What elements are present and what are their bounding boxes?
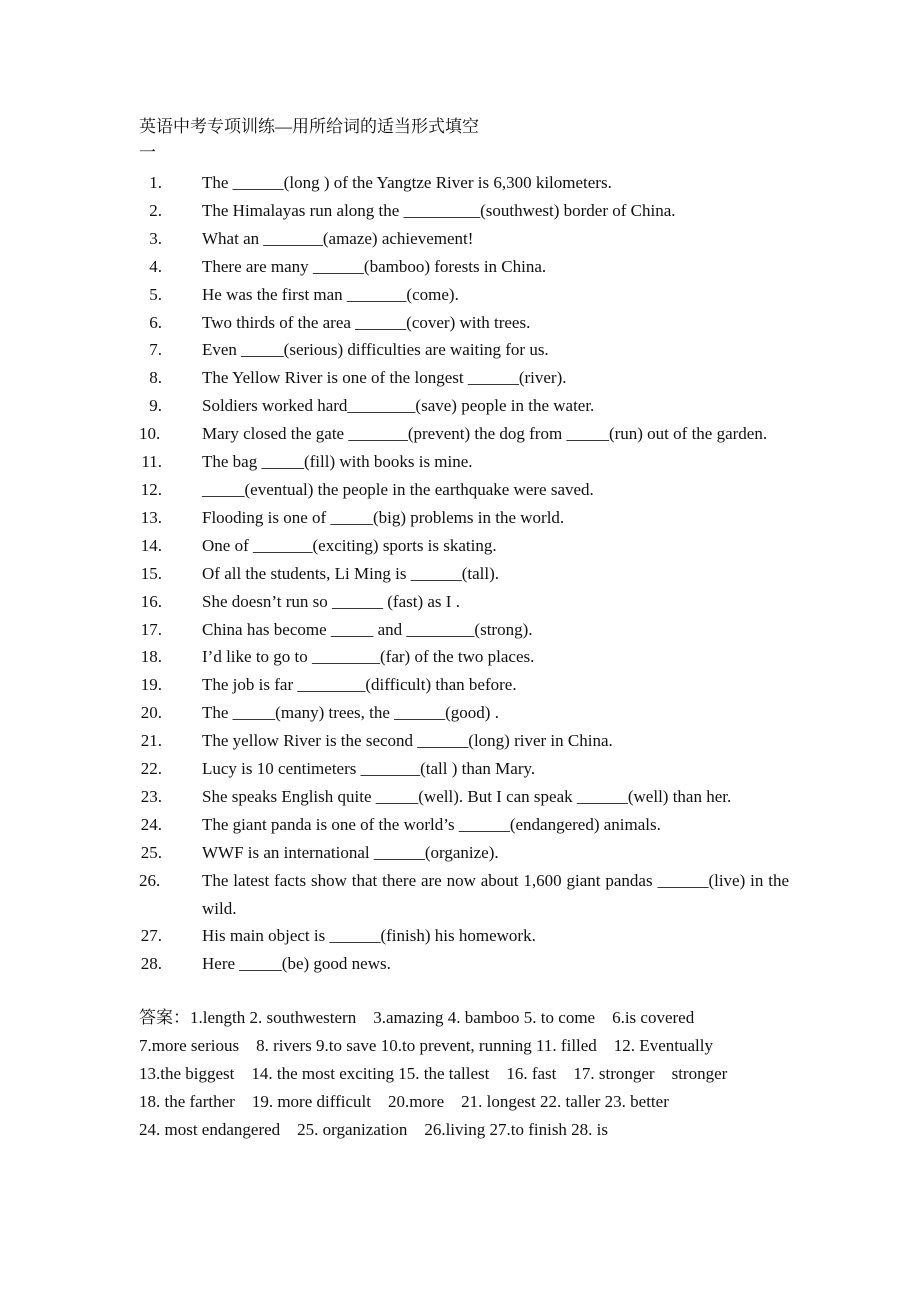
question-text: Even _____(serious) difficulties are waiting for us. (202, 340, 549, 360)
answer-line: 答案：1.length 2. southwestern 3.amazing 4. bamboo 5. to come 6.is covered (139, 1008, 695, 1027)
question-text: Flooding is one of _____(big) problems in the world. (202, 507, 565, 527)
question-text: The yellow River is the second ______(long) river in China. (202, 731, 613, 751)
question-text: China has become _____ and ________(strong). (202, 619, 533, 639)
question-text: She doesn’t run so ______ (fast) as I . (202, 591, 460, 611)
question-item (139, 699, 789, 727)
question-number: 7. (149, 340, 162, 360)
question-number: 2. (149, 200, 162, 220)
question-text: _____(eventual) the people in the earthquake were saved. (202, 479, 594, 499)
question-item (139, 811, 789, 839)
question-text: The ______(long ) of the Yangtze River is 6,300 kilometers. (202, 173, 612, 192)
question-item (139, 336, 789, 364)
question-number: 19. (140, 675, 162, 695)
question-item (139, 867, 789, 923)
question-item (139, 588, 789, 616)
question-text: I’d like to go to ________(far) of the two places. (202, 647, 535, 667)
question-item (139, 839, 789, 867)
document-title: 英语中考专项训练—用所给词的适当形式填空 (139, 117, 479, 136)
answer-line: 7.more serious 8. rivers 9.to save 10.to prevent, running 11. filled 12. Eventually (139, 1035, 713, 1055)
question-number: 28. (140, 954, 162, 974)
question-number: 11. (141, 452, 162, 472)
question-item (139, 504, 789, 532)
question-number: 10. (139, 424, 161, 444)
question-number: 22. (140, 759, 162, 779)
question-item (139, 392, 789, 420)
question-text: Mary closed the gate _______(prevent) the dog from _____(run) out of the garden. (202, 424, 768, 444)
question-text: Here _____(be) good news. (202, 954, 391, 974)
question-text: Of all the students, Li Ming is ______(tall). (202, 563, 499, 583)
question-number: 3. (149, 228, 162, 248)
section-number: 一 (139, 143, 156, 162)
question-text: The latest facts show that there are now about 1,600 giant pandas ______(live) in the wild. (202, 870, 789, 918)
question-list (139, 169, 789, 978)
question-text: There are many ______(bamboo) forests in China. (202, 256, 547, 276)
question-number: 24. (140, 814, 162, 834)
question-item (139, 225, 789, 253)
answer-line: 13.the biggest 14. the most exciting 15. the tallest 16. fast 17. stronger stronger (139, 1063, 728, 1083)
question-text: His main object is ______(finish) his homework. (202, 926, 536, 946)
question-item (139, 364, 789, 392)
question-item (139, 643, 789, 671)
question-item (139, 560, 789, 588)
question-number: 8. (149, 368, 162, 388)
answer-line: 24. most endangered 25. organization 26.living 27.to finish 28. is (139, 1119, 609, 1139)
question-number: 20. (140, 703, 162, 723)
question-number: 23. (140, 786, 162, 806)
question-item (139, 783, 789, 811)
question-item (139, 755, 789, 783)
question-number: 17. (140, 619, 162, 639)
question-number: 1. (149, 173, 162, 192)
question-number: 16. (140, 591, 162, 611)
question-item (139, 197, 789, 225)
question-item (139, 253, 789, 281)
question-number: 26. (139, 870, 161, 890)
question-number: 5. (149, 284, 162, 304)
answer-line: 18. the farther 19. more difficult 20.more 21. longest 22. taller 23. better (139, 1091, 669, 1111)
question-text: Soldiers worked hard________(save) people in the water. (202, 396, 595, 416)
question-item (139, 169, 789, 197)
answer-key (139, 1004, 727, 1144)
question-text: She speaks English quite _____(well). But I can speak ______(well) than her. (202, 786, 732, 806)
question-item (139, 476, 789, 504)
question-text: Lucy is 10 centimeters _______(tall ) than Mary. (202, 759, 536, 779)
question-item (139, 281, 789, 309)
question-text: WWF is an international ______(organize). (202, 842, 499, 862)
question-number: 25. (140, 842, 162, 862)
question-number: 15. (140, 563, 162, 583)
question-text: The job is far ________(difficult) than before. (202, 675, 517, 695)
question-text: The Himalayas run along the _________(southwest) border of China. (202, 200, 676, 220)
question-number: 14. (140, 535, 162, 555)
question-number: 21. (140, 731, 162, 751)
question-text: The bag _____(fill) with books is mine. (202, 452, 473, 472)
question-text: The Yellow River is one of the longest ______(river). (202, 368, 567, 388)
question-item (139, 448, 789, 476)
question-text: He was the first man _______(come). (202, 284, 459, 304)
question-item (139, 727, 789, 755)
question-number: 18. (140, 647, 162, 667)
question-item (139, 309, 789, 337)
question-item (139, 922, 789, 950)
question-text: Two thirds of the area ______(cover) with trees. (202, 312, 531, 332)
question-number: 9. (149, 396, 162, 416)
question-number: 27. (140, 926, 162, 946)
question-number: 13. (140, 507, 162, 527)
question-text: One of _______(exciting) sports is skating. (202, 535, 497, 555)
question-item (139, 671, 789, 699)
question-number: 6. (149, 312, 162, 332)
question-number: 12. (140, 479, 162, 499)
question-item (139, 532, 789, 560)
question-text: What an _______(amaze) achievement! (202, 228, 474, 248)
question-text: The giant panda is one of the world’s ______(endangered) animals. (202, 814, 661, 834)
question-number: 4. (149, 256, 162, 276)
question-item (139, 420, 789, 448)
question-text: The _____(many) trees, the ______(good) . (202, 703, 499, 723)
question-item (139, 616, 789, 644)
question-item (139, 950, 789, 978)
